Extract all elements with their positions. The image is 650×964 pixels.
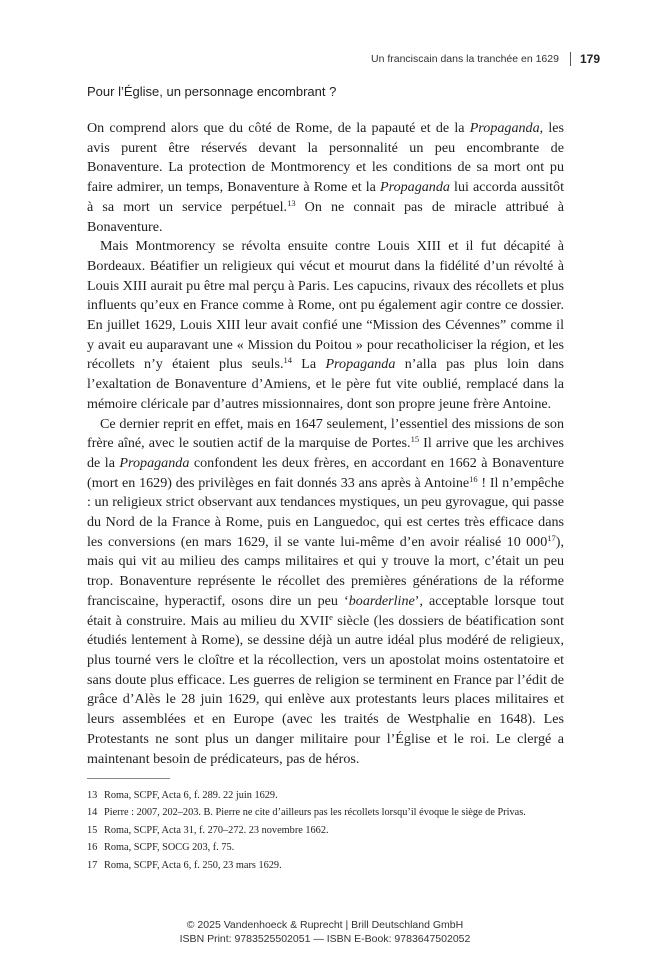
footnote <box>87 857 564 874</box>
footnote-ref[interactable]: 15 <box>410 434 420 445</box>
footnote-text: Roma, SCPF, SOCG 203, f. 75. <box>104 842 235 854</box>
footnote-ref[interactable]: 17 <box>547 532 556 543</box>
century-superscript: e <box>329 611 333 622</box>
footnote <box>87 822 564 839</box>
page-footer <box>0 918 650 946</box>
paragraph: Mais Montmorency se révolta ensuite contre Louis XIII et il fut décapité à Bordeaux. Béatifier un religieux qui vécut et mourut dans la fidélité d’un révolté à Louis XIII aurait pu être mal perçu à Paris. Les capucins, rivaux des récollets et plus influents qu’eux en France comme à Rome, ont pu également agir contre ce dossier. En juillet 1629, Louis XIII leur avait confié une “Mission des Cévennes” comme il y avait eu auparavant une « Mission du Poitou » pour recatholiciser la région, et les récollets n’y étaient plus seuls.$^{14}$ La Propaganda n’alla pas plus loin dans l’exaltation de Bonaventure d’Amiens, et le père fut vite oublié, remplacé dans la mémoire cléricale par d’autres missionnaires, dont son propre jeune frère Antoine. <box>87 238 565 412</box>
page-number: 179 <box>579 52 600 66</box>
running-head: Un franciscain dans la tranchée en 1629 <box>371 53 559 65</box>
section-heading: Pour l’Église, un personnage encombrant ? <box>87 84 337 99</box>
footnote-number: 15 <box>87 824 98 836</box>
footnote-text: Roma, SCPF, Acta 31, f. 270–272. 23 novembre 1662. <box>104 824 329 836</box>
footnote <box>87 804 564 821</box>
header-divider <box>570 52 571 66</box>
footnote-ref[interactable]: 16 <box>469 473 478 484</box>
isbn-line: ISBN Print: 9783525502051 — ISBN E-Book: 9783647502052 <box>179 933 471 945</box>
footnotes <box>87 787 564 874</box>
paragraph: Ce dernier reprit en effet, mais en 1647 seulement, l’essentiel des missions de son frère aîné, avec le soutien actif de la marquise de Portes.$^{15}$ Il arrive que les archives de la Propaganda confondent les deux frères, en accordant en 1662 à Bonaventure (mort en 1629) des privilèges en fait donnés 33 ans après à Antoine$^{16}$ ! Il n’empêche : un religieux strict observant aux tendances mystiques, un peu gyrovague, qui passe du Nord de la France à Rome, puis en Languedoc, qui est certes très efficace dans les conversions (en mars 1629, il se vante lui-même d’en avoir réalisé 10 $000^{17}$), mais qui vit au milieu des camps militaires et qui y trouve la mort, c’était un peu trop. Bonaventure représente le récollet des premières générations de la réforme franciscaine, hyperactif, osons dire un peu ‘boarderline’, acceptable lorsque tout était à construire. Mais au milieu du XVIIe siècle (les dossiers de béatification sont étudiés lentement à Rome), se dessine déjà un autre idéal plus modéré de religieux, plus tourné vers le cloître et la récollection, vers un apostolat moins ostentatoire et sans doute plus efficace. Les guerres de religion se terminent en France par l’édit de grâce d’Alès le 28 juin 1629, qui enlève aux protestants leurs places militaires et leurs assemblées et en Europe (avec les traités de Westphalie en 1648). Les Protestants ne sont plus un danger militaire pour l’Église et le roi. Le clergé a maintenant besoin de prédicateurs, pas de héros. <box>87 415 565 767</box>
copyright-line: © 2025 Vandenhoeck & Ruprecht | Brill Deutschland GmbH <box>186 919 464 931</box>
paragraph: On comprend alors que du côté de Rome, de la papauté et de la Propaganda, les avis purent être réservés devant la personnalité un peu encombrante de Bonaventure. La protection de Montmorency et les conditions de sa mort ont pu faire admirer, un temps, Bonaventure à Rome et la Propaganda lui accorda aussitôt à sa mort un service perpétuel.$^{13}$ On ne connait pas de miracle attribué à Bonaventure. <box>87 120 565 235</box>
footnote-ref[interactable]: 14 <box>283 355 292 366</box>
footnote-text: Pierre : 2007, 202–203. B. Pierre ne cite d’ailleurs pas les récollets lorsqu’il évoque le siège de Privas. <box>104 807 526 819</box>
footnote-number: 16 <box>87 842 98 854</box>
page-header <box>371 52 600 66</box>
footnote <box>87 839 564 856</box>
footnote-number: 14 <box>87 807 98 819</box>
footnote-text: Roma, SCPF, Acta 6, f. 250, 23 mars 1629. <box>104 859 282 871</box>
footnote-number: 13 <box>87 790 98 801</box>
body-text <box>87 119 564 769</box>
footnote-text: Roma, SCPF, Acta 6, f. 289. 22 juin 1629. <box>104 790 278 801</box>
footnote-number: 17 <box>87 859 98 871</box>
footnote-divider <box>87 778 170 779</box>
footnote <box>87 787 564 804</box>
footnote-ref[interactable]: 13 <box>287 197 296 208</box>
